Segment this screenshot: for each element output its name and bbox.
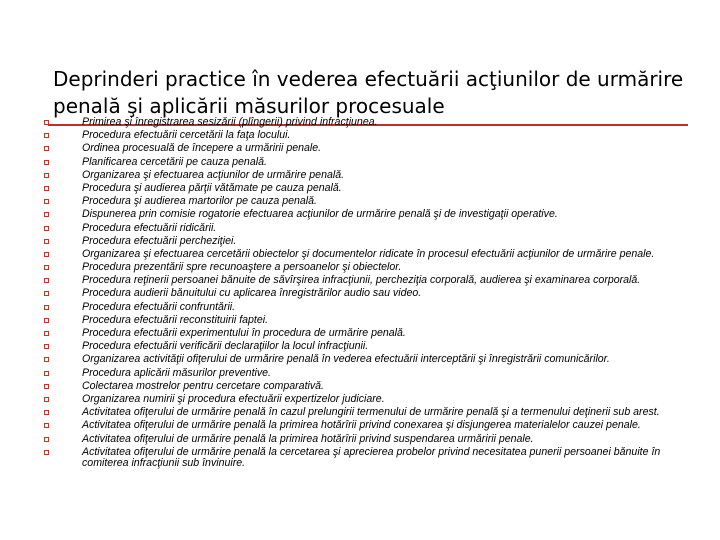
list-item-text: Activitatea ofiţerului de urmărire penală la primirea hotărîrii privind suspendarea urmăririi penale. xyxy=(82,432,534,445)
list-item xyxy=(0,209,720,221)
list-item xyxy=(0,328,720,340)
list-item-text: Procedura efectuării percheziţiei. xyxy=(82,234,237,247)
list-item xyxy=(0,157,720,169)
square-bullet-icon xyxy=(44,199,49,204)
list-item xyxy=(0,196,720,208)
list-item-text: Procedura efectuării cercetării la faţa locului. xyxy=(82,129,291,142)
square-bullet-icon xyxy=(44,146,49,151)
list-item xyxy=(0,434,720,446)
list-item-text: Organizarea numirii şi procedura efectuării expertizelor judiciare. xyxy=(82,392,385,405)
list-item xyxy=(0,315,720,327)
slide-title: Deprinderi practice în vederea efectuării acţiunilor de urmărire penală şi aplicării măsurilor procesuale xyxy=(53,67,684,118)
list-item xyxy=(0,420,720,432)
square-bullet-icon xyxy=(44,410,49,415)
square-bullet-icon xyxy=(44,133,49,138)
square-bullet-icon xyxy=(44,160,49,165)
list-item xyxy=(0,249,720,261)
list-item-text: Procedura efectuării verificării declaraţiilor la locul infracţiunii. xyxy=(82,340,369,353)
square-bullet-icon xyxy=(44,226,49,231)
list-item xyxy=(0,341,720,353)
list-item-text: Organizarea activităţii ofiţerului de urmărire penală în vederea efectuării interceptării şi înregistrării comunicărilor. xyxy=(82,353,610,366)
list-item-text: Procedura efectuării ridicării. xyxy=(82,221,217,234)
list-item xyxy=(0,236,720,248)
list-item xyxy=(0,170,720,182)
square-bullet-icon xyxy=(44,450,49,455)
list-item xyxy=(0,368,720,380)
list-item xyxy=(0,447,720,470)
list-item-text: Procedura efectuării confruntării. xyxy=(82,300,236,313)
square-bullet-icon xyxy=(44,173,49,178)
square-bullet-icon xyxy=(44,265,49,270)
list-item xyxy=(0,302,720,314)
list-item xyxy=(0,354,720,366)
list-item-text: Procedura şi audierea martorilor pe cauza penală. xyxy=(82,195,317,208)
list-item-text: Organizarea şi efectuarea acţiunilor de urmărire penală. xyxy=(82,168,345,181)
list-item xyxy=(0,143,720,155)
list-item-text: Planificarea cercetării pe cauza penală. xyxy=(82,155,267,168)
square-bullet-icon xyxy=(44,252,49,257)
list-item-text: Organizarea şi efectuarea cercetării obiectelor şi documentelor ridicate în procesul efectuării acţiunilor de urmărire penale. xyxy=(82,247,655,260)
list-item xyxy=(0,394,720,406)
list-item-text: Procedura audierii bănuitului cu aplicarea înregistrărilor audio sau video. xyxy=(82,287,422,300)
square-bullet-icon xyxy=(44,318,49,323)
list-item xyxy=(0,407,720,419)
list-item-text: Procedura prezentării spre recunoaştere a persoanelor şi obiectelor. xyxy=(82,261,402,274)
square-bullet-icon xyxy=(44,278,49,283)
list-item-text: Activitatea ofiţerului de urmărire penală la cercetarea şi aprecierea probelor privind necesitatea punerii persoanei bănuite în comiterea infracţiunii sub învinuire. xyxy=(82,445,661,470)
list-item-text: Activitatea ofiţerului de urmărire penală în cazul prelungirii termenului de urmărire penală şi a termenului deţinerii sub arest. xyxy=(82,406,660,419)
list-item-text: Dispunerea prin comisie rogatorie efectuarea acţiunilor de urmărire penală şi de investigaţii operative. xyxy=(82,208,558,221)
list-item-text: Procedura şi audierea părţii vătămate pe cauza penală. xyxy=(82,181,342,194)
list-item xyxy=(0,262,720,274)
list-item-text: Colectarea mostrelor pentru cercetare comparativă. xyxy=(82,379,324,392)
square-bullet-icon xyxy=(44,397,49,402)
list-item xyxy=(0,223,720,235)
square-bullet-icon xyxy=(44,384,49,389)
list-item-text: Primirea şi înregistrarea sesizării (plîngerii) privind infracţiunea. xyxy=(82,116,378,128)
list-item xyxy=(0,117,720,129)
list-item xyxy=(0,183,720,195)
square-bullet-icon xyxy=(44,305,49,310)
practice-list xyxy=(0,117,720,471)
square-bullet-icon xyxy=(44,331,49,336)
square-bullet-icon xyxy=(44,239,49,244)
square-bullet-icon xyxy=(44,371,49,376)
list-item-text: Procedura aplicării măsurilor preventive. xyxy=(82,366,272,379)
square-bullet-icon xyxy=(44,437,49,442)
square-bullet-icon xyxy=(44,120,49,125)
list-item xyxy=(0,130,720,142)
square-bullet-icon xyxy=(44,212,49,217)
list-item-text: Procedura reţinerii persoanei bănuite de săvîrşirea infracţiunii, percheziţia corporală, audierea şi examinarea corporală. xyxy=(82,274,641,287)
square-bullet-icon xyxy=(44,291,49,296)
list-item-text: Procedura efectuării experimentului în procedura de urmărire penală. xyxy=(82,327,406,339)
square-bullet-icon xyxy=(44,357,49,362)
square-bullet-icon xyxy=(44,186,49,191)
square-bullet-icon xyxy=(44,423,49,428)
square-bullet-icon xyxy=(44,344,49,349)
list-item-text: Activitatea ofiţerului de urmărire penală la primirea hotărîrii privind conexarea şi disjungerea materialelor cauzei penale. xyxy=(82,419,641,432)
list-item-text: Ordinea procesuală de începere a urmăririi penale. xyxy=(82,142,322,155)
list-item xyxy=(0,288,720,300)
list-item xyxy=(0,381,720,393)
list-item xyxy=(0,275,720,287)
list-item-text: Procedura efectuării reconstituirii faptei. xyxy=(82,313,269,326)
